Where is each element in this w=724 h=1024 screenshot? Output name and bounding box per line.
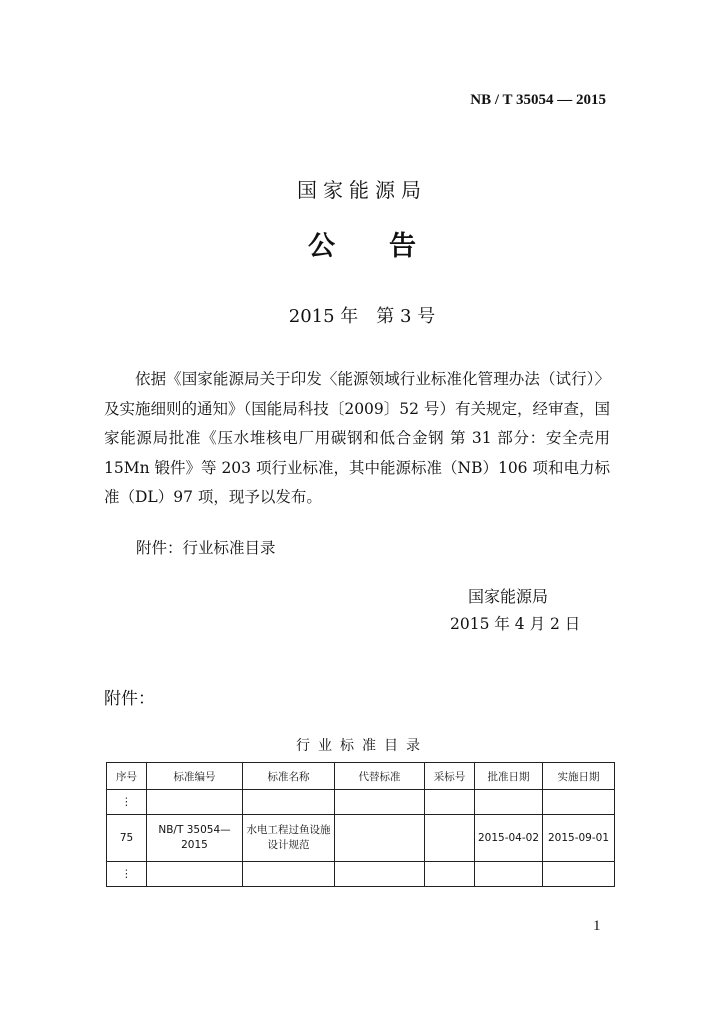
cell-adopt bbox=[425, 815, 475, 862]
table-row bbox=[107, 862, 615, 887]
cell-seq: ⋮ bbox=[107, 790, 147, 815]
cell-adopt bbox=[425, 790, 475, 815]
cell-replaces bbox=[335, 815, 425, 862]
column-header-replaces: 代替标准 bbox=[335, 763, 425, 790]
cell-name: 水电工程过鱼设施设计规范 bbox=[243, 815, 335, 862]
signature-date: 2015 年 4 月 2 日 bbox=[450, 615, 581, 633]
cell-name bbox=[243, 862, 335, 887]
cell-code: NB/T 35054—2015 bbox=[147, 815, 243, 862]
cell-approved bbox=[475, 790, 543, 815]
column-header-approved: 批准日期 bbox=[475, 763, 543, 790]
agency-title: 国家能源局 bbox=[297, 178, 427, 202]
attachment-note: 附件：行业标准目录 bbox=[136, 539, 276, 557]
notice-title: 公告 bbox=[308, 231, 470, 262]
cell-effective bbox=[543, 790, 615, 815]
cell-name bbox=[243, 790, 335, 815]
cell-code bbox=[147, 790, 243, 815]
notice-body: 依据《国家能源局关于印发〈能源领域行业标准化管理办法（试行）〉及实施细则的通知》（国能局科技〔2009〕52 号）有关规定，经审查，国家能源局批准《压水堆核电厂用碳钢和低合金钢 第 31 部分：安全壳用 15Mn 锻件》等 203 项行业标准，其中能源标准（NB）106 项和电力标准（DL）97 项，现予以发布。 bbox=[104, 370, 610, 506]
cell-effective: 2015-09-01 bbox=[543, 815, 615, 862]
column-header-code: 标准编号 bbox=[147, 763, 243, 790]
column-header-adopt: 采标号 bbox=[425, 763, 475, 790]
cell-approved bbox=[475, 862, 543, 887]
cell-effective bbox=[543, 862, 615, 887]
table-header-row bbox=[107, 763, 615, 790]
table-row bbox=[107, 815, 615, 862]
cell-replaces bbox=[335, 790, 425, 815]
issue-number: 2015 年 第 3 号 bbox=[288, 306, 436, 327]
standards-catalog-table bbox=[106, 762, 615, 887]
cell-code bbox=[147, 862, 243, 887]
signature-agency: 国家能源局 bbox=[468, 587, 549, 606]
page-number: 1 bbox=[593, 918, 601, 934]
cell-adopt bbox=[425, 862, 475, 887]
attachment-label: 附件： bbox=[104, 689, 155, 709]
column-header-effective: 实施日期 bbox=[543, 763, 615, 790]
cell-replaces bbox=[335, 862, 425, 887]
standard-code: NB / T 35054 — 2015 bbox=[470, 92, 606, 108]
cell-approved: 2015-04-02 bbox=[475, 815, 543, 862]
table-title: 行业标准目录 bbox=[296, 738, 428, 754]
column-header-name: 标准名称 bbox=[243, 763, 335, 790]
cell-seq: ⋮ bbox=[107, 862, 147, 887]
table-row bbox=[107, 790, 615, 815]
column-header-seq: 序号 bbox=[107, 763, 147, 790]
cell-seq: 75 bbox=[107, 815, 147, 862]
